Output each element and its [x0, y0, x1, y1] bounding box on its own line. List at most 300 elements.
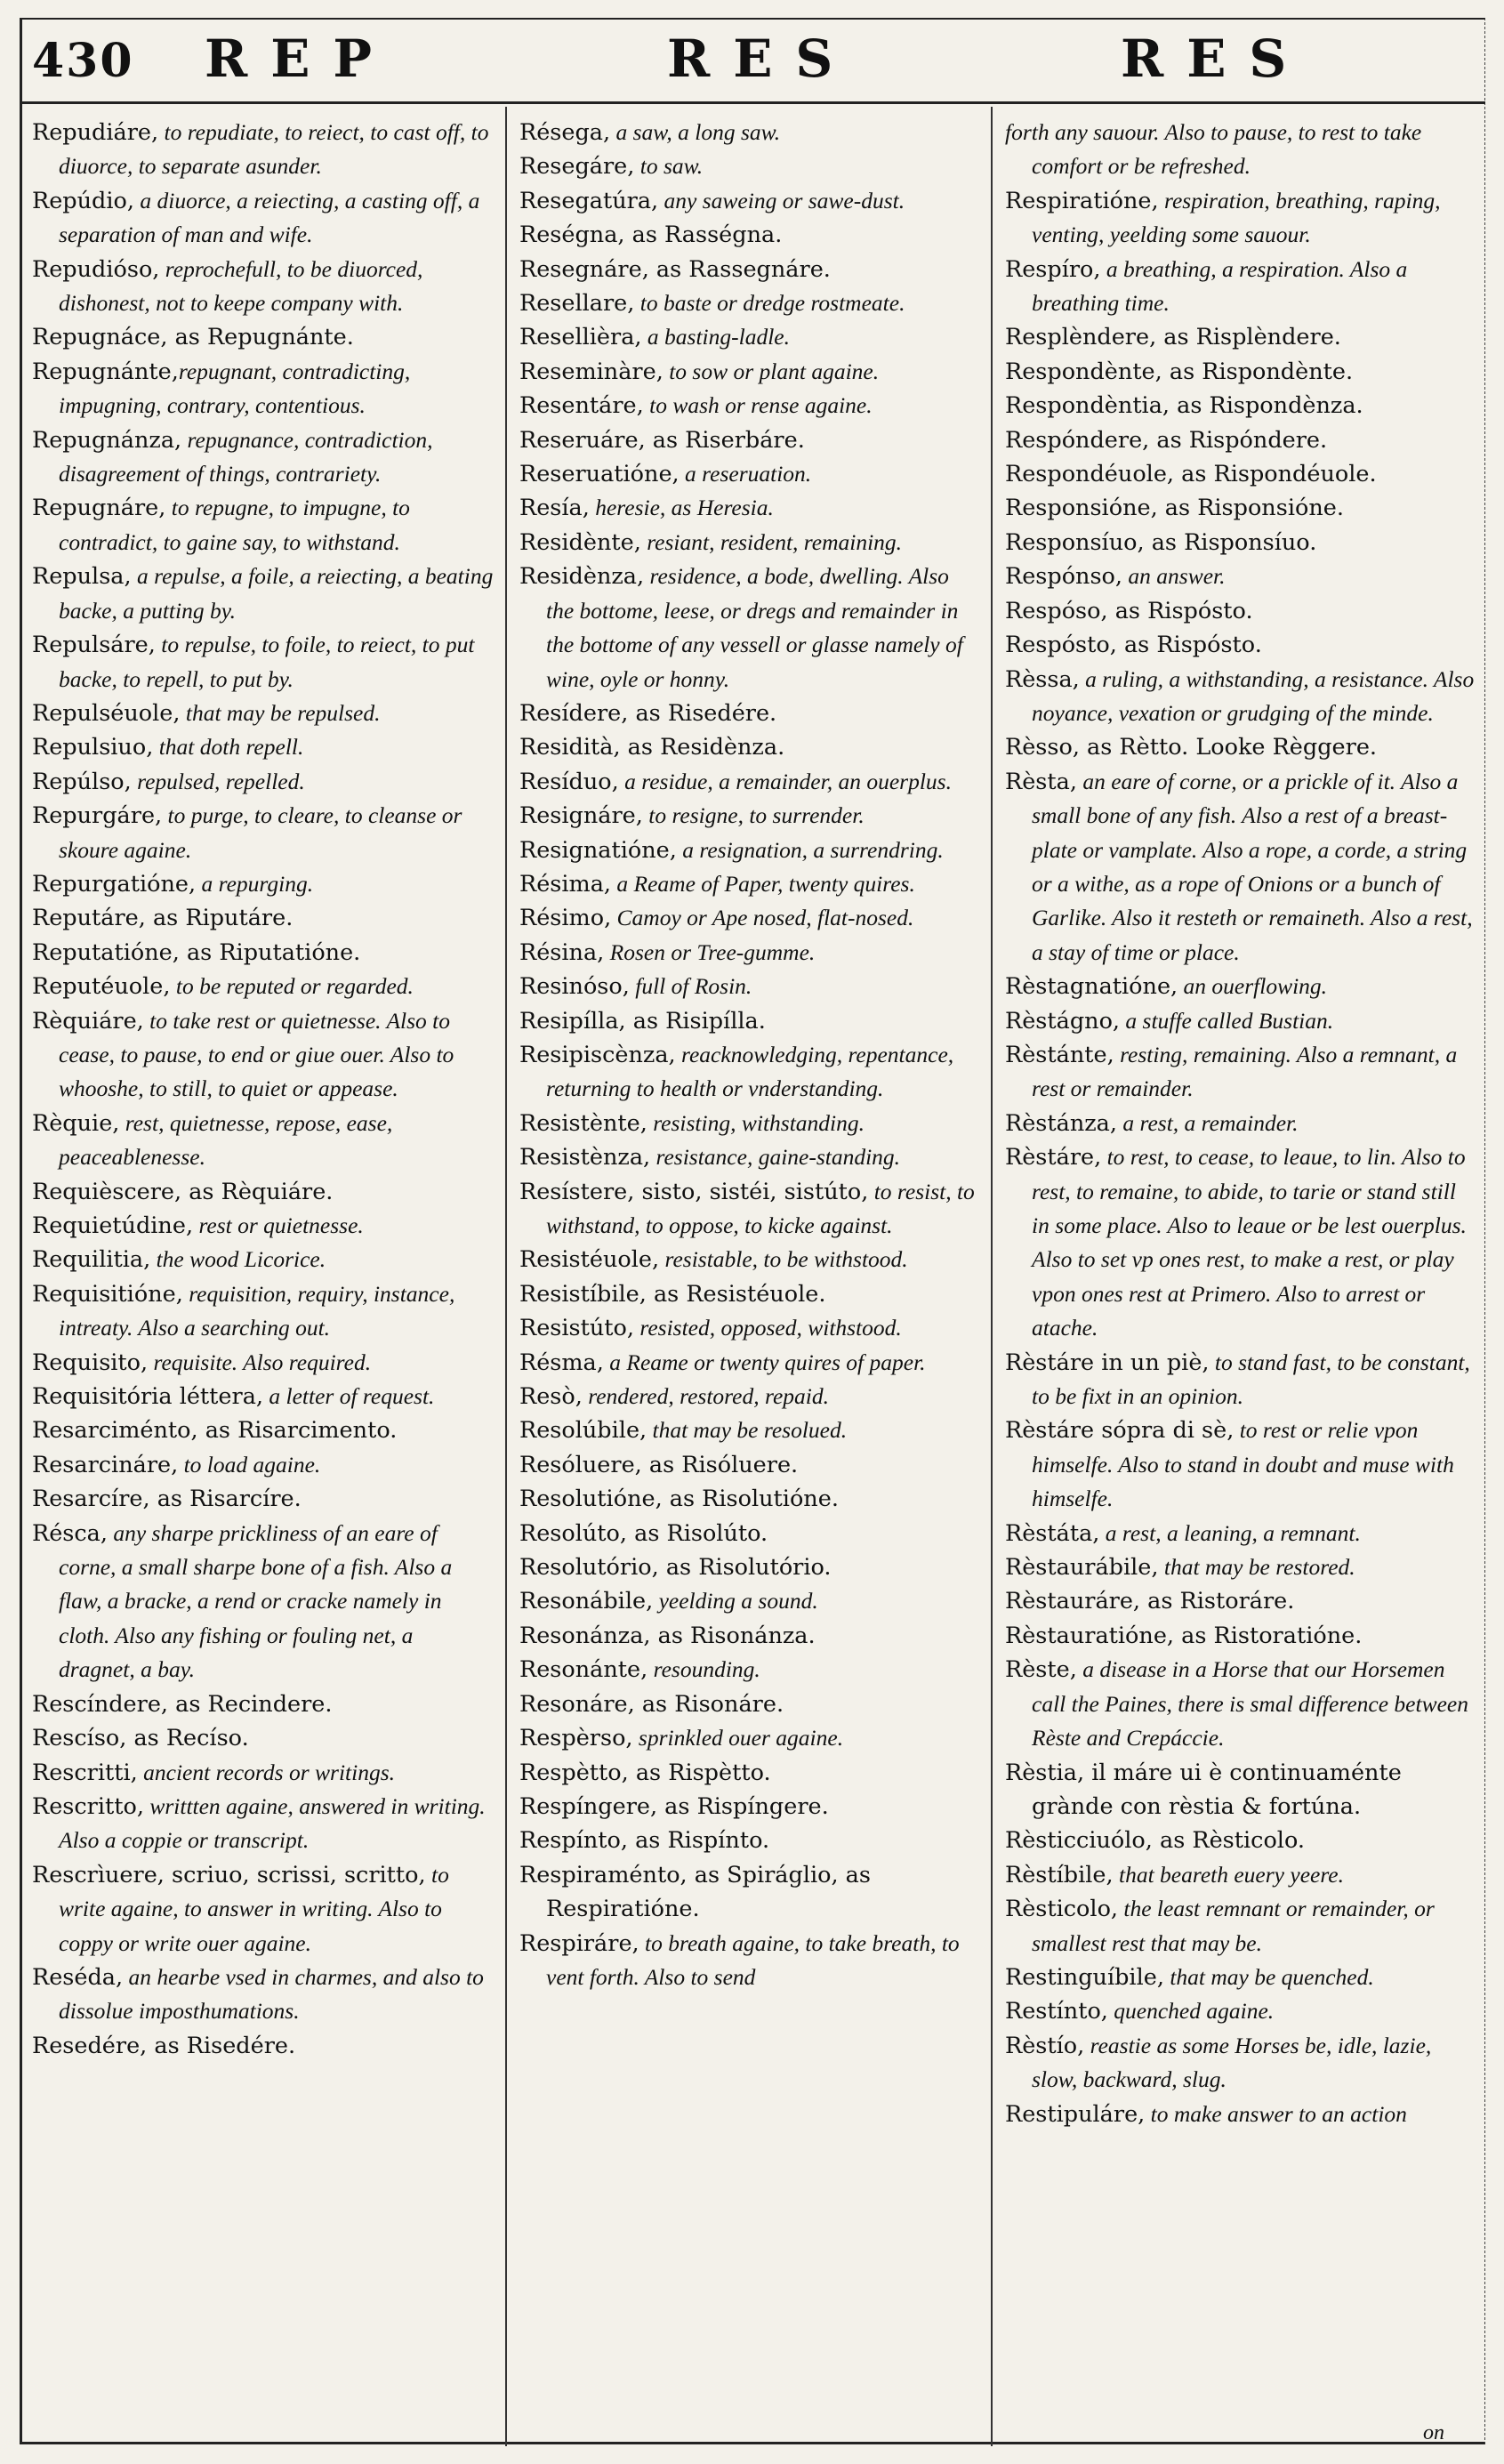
- entry-headword: Respósto, as Rispósto.: [1005, 632, 1262, 659]
- entry-definition: a repulse, a foile, a reiecting, a beating backe, a putting by.: [59, 563, 494, 624]
- dictionary-entry: [1005, 320, 1475, 354]
- dictionary-entry: [32, 1004, 495, 1107]
- entry-definition: resiant, resident, remaining.: [640, 528, 903, 555]
- entry-headword: Repulsa,: [32, 563, 132, 591]
- dictionary-entry: [519, 730, 982, 764]
- dictionary-entry: [519, 1243, 982, 1276]
- entry-definition: sprinkled ouer againe.: [632, 1725, 844, 1751]
- dictionary-entry: [32, 1413, 495, 1447]
- dictionary-entry: [1005, 2098, 1475, 2131]
- entry-headword: Respondènte, as Rispondènte.: [1005, 358, 1354, 385]
- entry-headword: Resonánte,: [519, 1656, 648, 1684]
- entry-definition: to be reputed or regarded.: [170, 973, 414, 1000]
- entry-definition: to breath againe, to take breath, to vent forth. Also to send: [546, 1929, 960, 1990]
- entry-definition: that may be repulsed.: [180, 699, 381, 726]
- dictionary-entry: [1005, 1824, 1475, 1857]
- entry-headword: Rèstíbile,: [1005, 1861, 1114, 1888]
- dictionary-entry: [1005, 1653, 1475, 1755]
- entry-headword: Respíngere, as Rispíngere.: [519, 1792, 829, 1820]
- entry-headword: Respínto, as Rispínto.: [519, 1827, 770, 1855]
- dictionary-entry: [519, 867, 982, 901]
- entry-definition: a ruling, a withstanding, a resistance. Also noyance, vexation or grudging of the minde.: [1032, 665, 1475, 726]
- column-3: [1005, 116, 1475, 2428]
- entry-definition: resounding.: [647, 1656, 760, 1683]
- entry-headword: Rèquiáre,: [32, 1007, 144, 1035]
- entry-headword: Resentáre,: [519, 392, 644, 420]
- dictionary-entry: [519, 697, 982, 730]
- dictionary-entry: [32, 1243, 495, 1276]
- column-divider: [505, 107, 507, 2446]
- entry-definition: an hearbe vsed in charmes, and also to dissolue imposthumations.: [59, 1963, 484, 2025]
- entry-headword: Requisito,: [32, 1349, 149, 1376]
- dictionary-entry: [519, 1380, 982, 1413]
- entry-definition: that beareth euery yeere.: [1113, 1861, 1344, 1888]
- entry-definition: to purge, to cleare, to cleanse or skoure againe.: [59, 802, 462, 863]
- dictionary-entry: [32, 1756, 495, 1790]
- entry-headword: Rèstánza,: [1005, 1109, 1117, 1137]
- entry-headword: Responsióne, as Risponsióne.: [1005, 495, 1344, 522]
- dictionary-entry: [519, 355, 982, 389]
- dictionary-entry: [519, 423, 982, 457]
- dictionary-entry: [519, 457, 982, 491]
- dictionary-entry: [1005, 389, 1475, 423]
- entry-headword: Reputáre, as Riputáre.: [32, 905, 294, 932]
- entry-headword: Restinguíbile,: [1005, 1963, 1164, 1991]
- entry-headword: Resinóso,: [519, 973, 630, 1001]
- dictionary-entry: [32, 901, 495, 935]
- dictionary-entry: [519, 1346, 982, 1380]
- entry-headword: Repurgatióne,: [32, 870, 197, 898]
- dictionary-entry: [1005, 560, 1475, 593]
- entry-definition: a resignation, a surrendring.: [676, 836, 944, 863]
- entry-headword: Resarciménto, as Risarcimento.: [32, 1417, 398, 1445]
- entry-definition: to make answer to an action: [1145, 2100, 1407, 2127]
- entry-definition: residence, a bode, dwelling. Also the bottome, leese, or dregs and remainder in the bottome of any vessell or glasse namely of wine, oyle or honny.: [546, 563, 963, 692]
- entry-definition: to rest or relie vpon himselfe. Also to stand in doubt and muse with himselfe.: [1032, 1417, 1454, 1512]
- entry-headword: Résimo,: [519, 905, 612, 932]
- dictionary-entry: [519, 765, 982, 799]
- dictionary-entry: [32, 560, 495, 628]
- entry-headword: Rèstauratióne, as Ristoratióne.: [1005, 1622, 1363, 1649]
- entry-headword: Resistíbile, as Resistéuole.: [519, 1280, 826, 1308]
- entry-headword: Respóso, as Rispósto.: [1005, 597, 1253, 624]
- dictionary-entry: [1005, 663, 1475, 731]
- entry-headword: Resonábile,: [519, 1588, 654, 1615]
- entry-headword: Respiráre,: [519, 1929, 639, 1957]
- entry-definition: the wood Licorice.: [150, 1246, 326, 1273]
- dictionary-entry: [519, 901, 982, 935]
- dictionary-entry: [1005, 1584, 1475, 1618]
- entry-headword: Repugnáce, as Repugnánte.: [32, 324, 354, 351]
- dictionary-entry: [32, 1380, 495, 1413]
- entry-headword: Resegnáre, as Rassegnáre.: [519, 255, 831, 283]
- entry-headword: Resía,: [519, 495, 590, 522]
- entry-headword: Rèstaurábile,: [1005, 1554, 1159, 1582]
- header-center-word: RES: [667, 28, 857, 89]
- entry-headword: Residènte,: [519, 528, 641, 556]
- entry-definition: rest or quietnesse.: [193, 1212, 364, 1238]
- entry-definition: to load againe.: [178, 1451, 321, 1478]
- dictionary-entry: [1005, 730, 1475, 764]
- entry-headword: Responsíuo, as Risponsíuo.: [1005, 528, 1317, 556]
- entry-definition: rest, quietnesse, repose, ease, peaceablenesse.: [59, 1109, 393, 1171]
- dictionary-entry: [1005, 594, 1475, 628]
- entry-headword: Resò,: [519, 1383, 583, 1411]
- entry-headword: Resplèndere, as Risplèndere.: [1005, 324, 1341, 351]
- entry-headword: Repulsáre,: [32, 632, 156, 659]
- dictionary-entry: [32, 423, 495, 492]
- dictionary-entry: [32, 1346, 495, 1380]
- dictionary-entry: [1005, 1346, 1475, 1414]
- entry-headword: Rescrìuere, scriuo, scrissi, scritto,: [32, 1861, 426, 1888]
- entry-definition: a repurging.: [196, 870, 314, 897]
- entry-headword: Résima,: [519, 870, 612, 898]
- entry-headword: Restipuláre,: [1005, 2100, 1146, 2128]
- entry-definition: reastie as some Horses be, idle, lazie, slow, backward, slug.: [1032, 2032, 1432, 2093]
- dictionary-entry: [519, 286, 982, 320]
- entry-headword: Resarcíre, as Risarcíre.: [32, 1486, 302, 1513]
- entry-headword: Reputatióne, as Riputatióne.: [32, 938, 361, 966]
- entry-headword: Rèstágno,: [1005, 1007, 1121, 1035]
- entry-headword: Respónso,: [1005, 563, 1123, 591]
- dictionary-entry: [1005, 457, 1475, 491]
- entry-definition: to resigne, to surrender.: [642, 802, 865, 829]
- dictionary-entry: [519, 1038, 982, 1107]
- entry-headword: Resístere, sisto, sistéi, sistúto,: [519, 1178, 869, 1205]
- dictionary-entry: [1005, 1550, 1475, 1584]
- dictionary-entry: [1005, 1961, 1475, 1994]
- dictionary-entry: [519, 1277, 982, 1311]
- entry-headword: Resonáre, as Risonáre.: [519, 1690, 784, 1718]
- dictionary-entry: [32, 765, 495, 799]
- entry-definition: requisition, requiry, instance, intreaty. Also a searching out.: [59, 1280, 455, 1341]
- entry-headword: Repúlso,: [32, 768, 132, 795]
- dictionary-entry: [519, 1584, 982, 1618]
- entry-definition: to repulse, to foile, to reiect, to put backe, to repell, to put by.: [59, 632, 475, 692]
- entry-headword: Resonánza, as Risonánza.: [519, 1622, 816, 1649]
- entry-headword: Reseruáre, as Riserbáre.: [519, 426, 805, 454]
- entry-definition: any sharpe prickliness of an eare of corne, a small sharpe bone of a fish. Also a flaw, a bracke, a rend or cracke namely in cloth. Also any fishing or fouling net, a dragnet, a bay.: [59, 1519, 453, 1683]
- entry-headword: Rèstío,: [1005, 2032, 1085, 2059]
- dictionary-entry: [32, 1858, 495, 1961]
- dictionary-entry: [519, 799, 982, 833]
- dictionary-entry: [1005, 1038, 1475, 1107]
- entry-headword: Resistènte,: [519, 1109, 647, 1137]
- entry-definition: writtten againe, answered in writing. Also a coppie or transcript.: [59, 1792, 486, 1854]
- entry-definition: reacknowledging, repentance, returning to health or vnderstanding.: [546, 1041, 954, 1102]
- entry-headword: Resellare,: [519, 290, 635, 318]
- entry-headword: Resarcináre,: [32, 1451, 179, 1478]
- dictionary-entry: [519, 491, 982, 525]
- entry-definition: resisted, opposed, withstood.: [634, 1315, 902, 1341]
- dictionary-entry: [1005, 184, 1475, 253]
- entry-headword: Repurgáre,: [32, 802, 163, 830]
- entry-headword: Rèsso, as Rètto. Looke Règgere.: [1005, 734, 1378, 761]
- dictionary-entry: [519, 149, 982, 183]
- entry-definition: a breathing, a respiration. Also a breathing time.: [1032, 255, 1408, 317]
- dictionary-entry: [519, 1550, 982, 1584]
- dictionary-entry: [1005, 423, 1475, 457]
- entry-headword: Residènza,: [519, 563, 645, 591]
- entry-definition: a rest, a remainder.: [1117, 1109, 1299, 1136]
- dictionary-entry: [1005, 1413, 1475, 1516]
- entry-definition: resistance, gaine-standing.: [650, 1144, 901, 1171]
- dictionary-entry: [1005, 970, 1475, 1003]
- dictionary-entry: [519, 1756, 982, 1790]
- entry-definition: to baste or dredge rostmeate.: [634, 290, 905, 317]
- entry-definition: requisite. Also required.: [148, 1349, 372, 1375]
- entry-definition: a diuorce, a reiecting, a casting off, a separation of man and wife.: [59, 187, 480, 248]
- dictionary-entry: [32, 1448, 495, 1482]
- entry-headword: Rescritti,: [32, 1759, 138, 1786]
- dictionary-entry: [519, 1824, 982, 1857]
- dictionary-entry: [32, 1961, 495, 2029]
- entry-headword: Repúdio,: [32, 187, 134, 214]
- dictionary-entry: [1005, 1994, 1475, 2028]
- entry-definition: repugnant, contradicting, impugning, contrary, contentious.: [59, 358, 411, 419]
- entry-definition: a stuffe called Bustian.: [1120, 1007, 1334, 1034]
- entry-headword: Repulséuole,: [32, 699, 181, 727]
- dictionary-entry: [519, 1721, 982, 1755]
- dictionary-entry: [32, 1277, 495, 1346]
- entry-definition: that may be restored.: [1158, 1554, 1355, 1581]
- entry-headword: Restínto,: [1005, 1998, 1108, 2025]
- entry-headword: Resegatúra,: [519, 187, 659, 214]
- entry-definition: ancient records or writings.: [137, 1759, 395, 1785]
- entry-definition: a Reame or twenty quires of paper.: [603, 1349, 926, 1375]
- dictionary-entry: [519, 320, 982, 354]
- dictionary-entry: [1005, 765, 1475, 970]
- entry-headword: Reseminàre,: [519, 358, 664, 385]
- dictionary-entry: [1005, 491, 1475, 525]
- dictionary-entry: [519, 1482, 982, 1516]
- dictionary-entry: [519, 970, 982, 1003]
- entry-definition: to rest, to cease, to leaue, to lin. Also to rest, to remaine, to abide, to tarie or stand still in some place. Also to leaue or be lest ouerplus. Also to set vp ones rest, to make a rest, or play vpon ones rest at Primero. Also to arrest or atache.: [1032, 1144, 1467, 1341]
- entry-headword: Rèquie,: [32, 1109, 120, 1137]
- dictionary-entry: [32, 2029, 495, 2063]
- entry-headword: Resellièra,: [519, 324, 642, 351]
- entry-definition: repulsed, repelled.: [131, 768, 305, 794]
- dictionary-entry: [519, 936, 982, 970]
- dictionary-entry: [519, 1927, 982, 1995]
- page-number: 430: [32, 34, 134, 88]
- catchword: on: [1423, 2421, 1444, 2444]
- entry-headword: Resignatióne,: [519, 836, 677, 864]
- entry-headword: Requietúdine,: [32, 1212, 194, 1239]
- entry-headword: Repugnáre,: [32, 495, 166, 522]
- entry-headword: Rèstáre,: [1005, 1144, 1102, 1172]
- dictionary-entry: [1005, 1107, 1475, 1140]
- dictionary-entry: [519, 1653, 982, 1687]
- entry-headword: Respóndere, as Rispóndere.: [1005, 426, 1328, 454]
- entry-headword: Repugnánte,: [32, 358, 179, 385]
- entry-headword: Résina,: [519, 938, 605, 966]
- dictionary-entry: [519, 389, 982, 423]
- entry-headword: Requisitória léttera,: [32, 1383, 264, 1411]
- entry-headword: Resolutório, as Risolutório.: [519, 1554, 832, 1582]
- entry-headword: Rèstánte,: [1005, 1041, 1114, 1068]
- entry-definition: a basting-ladle.: [641, 324, 790, 350]
- dictionary-entry: [519, 1858, 982, 1927]
- entry-headword: Respiraménto, as Spiráglio, as Respiratióne.: [519, 1861, 871, 1923]
- header-right-word: RES: [1121, 28, 1310, 89]
- entry-definition: to resist, to withstand, to oppose, to kicke against.: [546, 1178, 975, 1238]
- entry-definition: to repugne, to impugne, to contradict, to gaine say, to withstand.: [59, 495, 410, 555]
- dictionary-entry: [519, 1311, 982, 1345]
- entry-definition: reprochefull, to be diuorced, dishonest, not to keepe company with.: [59, 255, 423, 317]
- dictionary-entry: [1005, 1756, 1475, 1824]
- entry-headword: Resistènza,: [519, 1144, 651, 1172]
- entry-headword: Rèstauráre, as Ristoráre.: [1005, 1588, 1295, 1615]
- entry-headword: Respíro,: [1005, 255, 1101, 283]
- entry-headword: Rèstáta,: [1005, 1519, 1100, 1547]
- entry-headword: Reségna, as Rasségna.: [519, 221, 783, 249]
- entry-headword: Resipiscènza,: [519, 1041, 676, 1068]
- entry-definition: an eare of corne, or a prickle of it. Also a small bone of any fish. Also a rest of a breast-plate or vamplate. Also a rope, a corde, a string or a withe, as a rope of Onions or a bunch of Garlike. Also it resteth or remaineth. Also a rest, a stay of time or place.: [1032, 768, 1473, 965]
- entry-headword: Résma,: [519, 1349, 604, 1376]
- dictionary-entry: [32, 970, 495, 1003]
- dictionary-entry: [1005, 1517, 1475, 1550]
- entry-definition: rendered, restored, repaid.: [582, 1383, 829, 1410]
- entry-definition: to wash or rense againe.: [643, 392, 873, 419]
- column-1: [32, 116, 495, 2428]
- dictionary-entry: [519, 1175, 982, 1244]
- entry-headword: Resolúto, as Risolúto.: [519, 1519, 768, 1547]
- entry-headword: Resídere, as Risedére.: [519, 699, 777, 727]
- entry-headword: Repugnánza,: [32, 426, 182, 454]
- dictionary-entry: [32, 628, 495, 697]
- entry-definition: any saweing or sawe-dust.: [658, 187, 905, 213]
- entry-definition: full of Rosin.: [629, 973, 752, 1000]
- entry-headword: Rescritto,: [32, 1792, 144, 1820]
- entry-headword: Reputéuole,: [32, 973, 171, 1001]
- entry-definition: a residue, a remainder, an ouerplus.: [618, 768, 952, 794]
- dictionary-entry: [1005, 355, 1475, 389]
- dictionary-entry: [519, 184, 982, 218]
- entry-definition: a rest, a leaning, a remnant.: [1099, 1519, 1361, 1546]
- entry-headword: Requilitia,: [32, 1246, 151, 1274]
- entry-headword: Rèstia, il máre ui è continuaménte grànde con rèstia & fortúna.: [1005, 1759, 1402, 1820]
- entry-headword: Rèstáre sópra di sè,: [1005, 1417, 1235, 1445]
- dictionary-entry: [1005, 116, 1475, 184]
- running-header: [27, 23, 1476, 100]
- dictionary-entry: [1005, 1858, 1475, 1892]
- entry-definition: forth any sauour. Also to pause, to rest to take comfort or be refreshed.: [1005, 119, 1422, 180]
- entry-headword: Resóluere, as Risóluere.: [519, 1451, 799, 1478]
- entry-headword: Respondéuole, as Rispondéuole.: [1005, 461, 1377, 488]
- entry-headword: Rèstáre in un piè,: [1005, 1349, 1210, 1376]
- dictionary-entry: [519, 833, 982, 867]
- entry-definition: to saw.: [634, 153, 704, 180]
- entry-headword: Requièscere, as Rèquiáre.: [32, 1178, 334, 1205]
- entry-definition: to write againe, to answer in writing. Also to coppy or write ouer againe.: [59, 1861, 449, 1956]
- entry-definition: Rosen or Tree-gumme.: [604, 938, 816, 965]
- dictionary-entry: [1005, 526, 1475, 560]
- entry-definition: to stand fast, to be constant, to be fixt in an opinion.: [1032, 1349, 1470, 1410]
- dictionary-entry: [32, 320, 495, 354]
- dictionary-entry: [1005, 1004, 1475, 1038]
- entry-definition: that may be resolued.: [647, 1417, 848, 1444]
- entry-definition: yeelding a sound.: [653, 1588, 818, 1614]
- entry-definition: a Reame of Paper, twenty quires.: [611, 870, 915, 897]
- dictionary-entry: [32, 1209, 495, 1243]
- dictionary-entry: [32, 697, 495, 730]
- entry-definition: a disease in a Horse that our Horsemen call the Paines, there is smal difference between Rèste and Crepáccie.: [1032, 1656, 1468, 1751]
- dictionary-entry: [32, 1687, 495, 1721]
- dictionary-entry: [32, 1482, 495, 1516]
- entry-definition: to sow or plant againe.: [663, 358, 880, 384]
- dictionary-entry: [519, 1004, 982, 1038]
- dictionary-entry: [32, 1107, 495, 1175]
- dictionary-entry: [519, 1140, 982, 1174]
- dictionary-entry: [1005, 253, 1475, 321]
- entry-definition: repugnance, contradiction, disagreement of things, contrariety.: [59, 426, 433, 487]
- entry-headword: Rèsticciuólo, as Rèsticolo.: [1005, 1827, 1305, 1855]
- entry-headword: Resignáre,: [519, 802, 643, 830]
- dictionary-entry: [519, 526, 982, 560]
- entry-headword: Respèrso,: [519, 1725, 633, 1752]
- entry-headword: Respondèntia, as Rispondènza.: [1005, 392, 1363, 420]
- entry-definition: resisting, withstanding.: [647, 1109, 865, 1136]
- entry-headword: Repulsiuo,: [32, 734, 154, 761]
- entry-headword: Reséda,: [32, 1963, 124, 1991]
- entry-definition: Camoy or Ape nosed, flat-nosed.: [611, 905, 914, 931]
- dictionary-entry: [519, 1448, 982, 1482]
- header-rule: [20, 101, 1485, 104]
- entry-definition: a saw, a long saw.: [610, 119, 781, 145]
- entry-definition: to repudiate, to reiect, to cast off, to diuorce, to separate asunder.: [59, 119, 489, 180]
- entry-headword: Resíduo,: [519, 768, 619, 795]
- dictionary-entry: [1005, 1140, 1475, 1345]
- entry-definition: an ouerflowing.: [1178, 973, 1328, 1000]
- dictionary-entry: [32, 116, 495, 184]
- dictionary-entry: [1005, 1892, 1475, 1961]
- entry-headword: Rèssa,: [1005, 665, 1080, 693]
- entry-headword: Rèsticolo,: [1005, 1896, 1119, 1923]
- entry-headword: Requisitióne,: [32, 1280, 183, 1308]
- dictionary-entry: [32, 491, 495, 560]
- dictionary-entry: [32, 936, 495, 970]
- dictionary-entry: [32, 184, 495, 253]
- header-left-word: REP: [205, 28, 396, 89]
- dictionary-entry: [1005, 628, 1475, 662]
- entry-definition: the least remnant or remainder, or smallest rest that may be.: [1032, 1896, 1435, 1956]
- entry-headword: Resipílla, as Risipílla.: [519, 1007, 766, 1035]
- entry-definition: that may be quenched.: [1163, 1963, 1374, 1990]
- dictionary-entry: [519, 1517, 982, 1550]
- entry-headword: Rèste,: [1005, 1656, 1077, 1684]
- entry-definition: an answer.: [1122, 563, 1226, 590]
- entry-headword: Rescíndere, as Recindere.: [32, 1690, 333, 1718]
- entry-headword: Résega,: [519, 119, 611, 146]
- entry-definition: a letter of request.: [263, 1383, 435, 1410]
- entry-headword: Résca,: [32, 1519, 108, 1547]
- entry-headword: Repudiόso,: [32, 255, 160, 283]
- dictionary-entry: [519, 116, 982, 149]
- entry-headword: Respètto, as Rispètto.: [519, 1759, 771, 1786]
- entry-headword: Resolúbile,: [519, 1417, 647, 1445]
- entry-headword: Respiratióne,: [1005, 187, 1159, 214]
- dictionary-entry: [32, 867, 495, 901]
- dictionary-entry: [519, 1413, 982, 1447]
- column-2: [519, 116, 982, 2428]
- dictionary-entry: [519, 1790, 982, 1824]
- dictionary-entry: [32, 1790, 495, 1858]
- dictionary-entry: [519, 1619, 982, 1653]
- dictionary-entry: [32, 1517, 495, 1687]
- entry-headword: Resolutióne, as Risolutióne.: [519, 1486, 839, 1513]
- entry-headword: Rescíso, as Recíso.: [32, 1725, 249, 1752]
